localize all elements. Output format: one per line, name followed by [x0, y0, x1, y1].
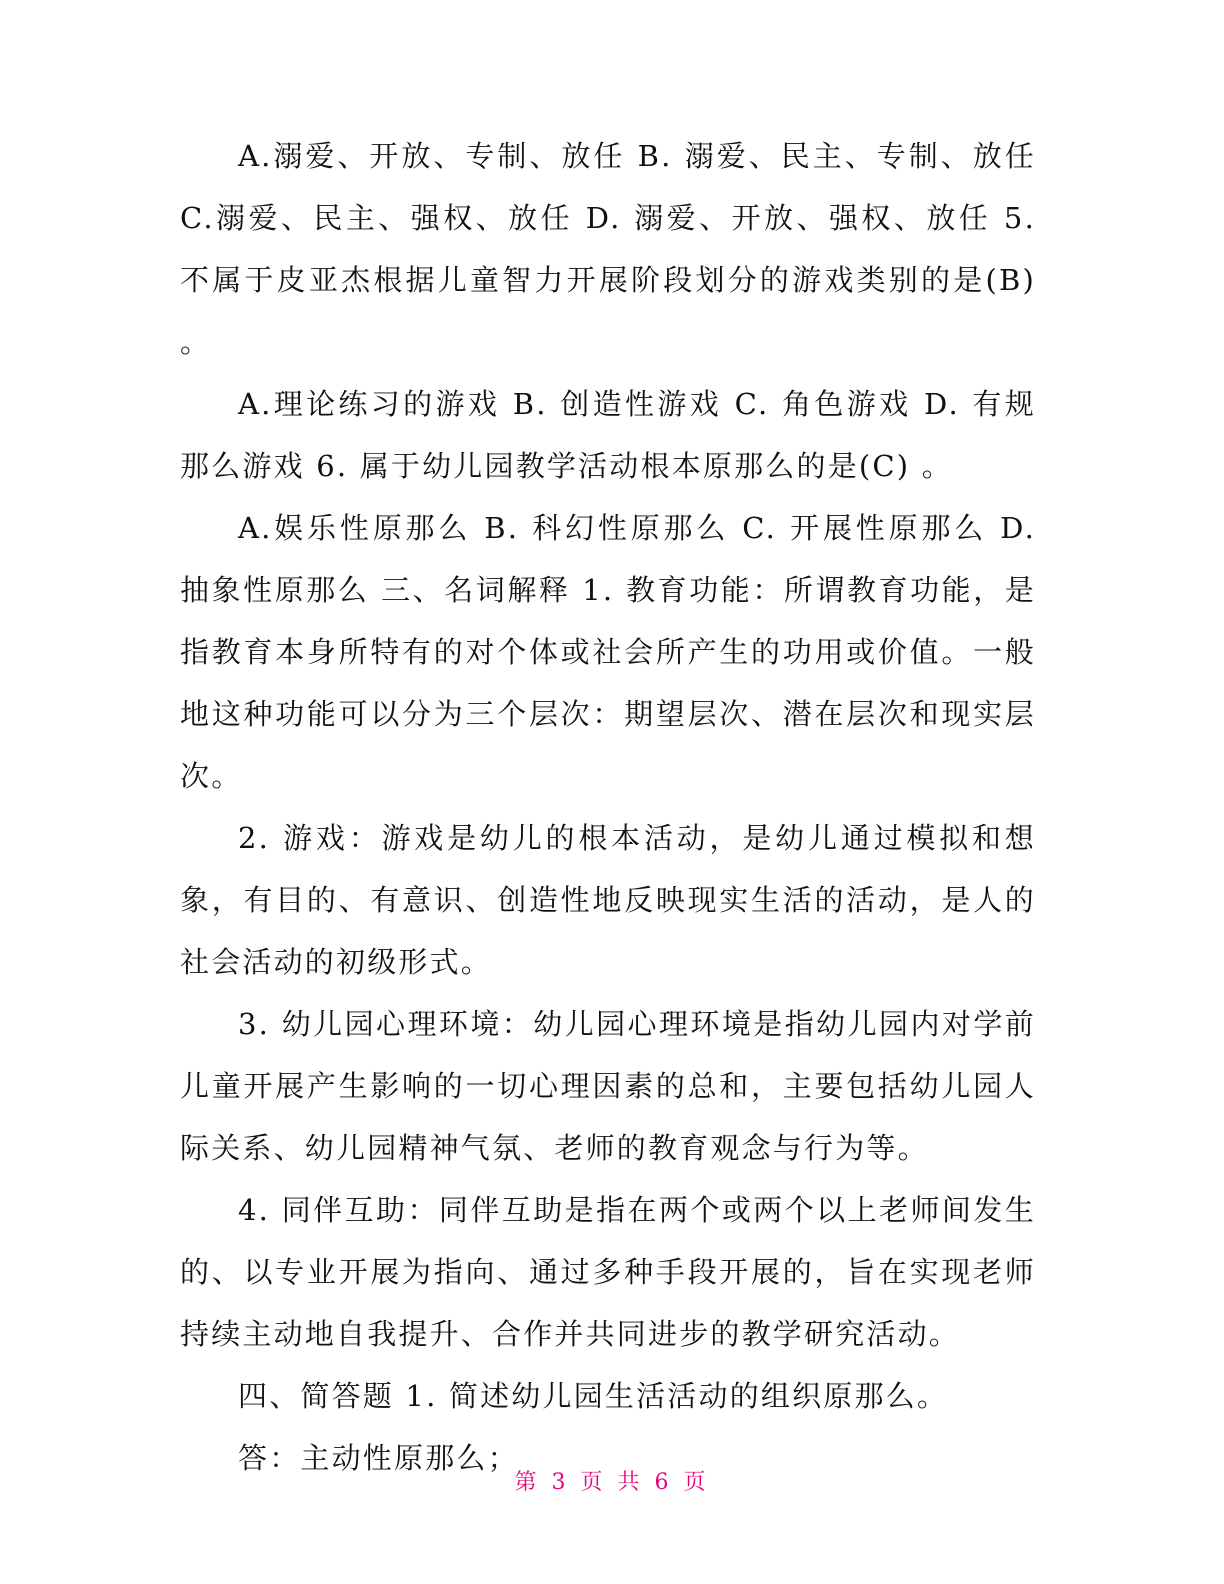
paragraph-options-question-5: A.溺爱、开放、专制、放任 B. 溺爱、民主、专制、放任 C.溺爱、民主、强权、放任 D. 溺爱、开放、强权、放任 5. 不属于皮亚杰根据儿童智力开展阶段划分的游戏类别的是(B) 。 [180, 139, 1036, 359]
paragraph-answer: 答：主动性原那么； [238, 1441, 519, 1475]
paragraph-term-game: 2. 游戏：游戏是幼儿的根本活动，是幼儿通过模拟和想象，有目的、有意识、创造性地反映现实生活的活动，是人的社会活动的初级形式。 [180, 821, 1036, 979]
paragraph-short-answer-question: 四、简答题 1. 简述幼儿园生活活动的组织原那么。 [238, 1379, 949, 1413]
paragraph-term-peer-assistance: 4. 同伴互助：同伴互助是指在两个或两个以上老师间发生的、以专业开展为指向、通过多种手段开展的，旨在实现老师持续主动地自我提升、合作并共同进步的教学研究活动。 [180, 1193, 1036, 1351]
page-number-footer: 第 3 页 共 6 页 [514, 1470, 710, 1495]
document-body [180, 125, 1036, 1489]
paragraph-term-psychological-environment: 3. 幼儿园心理环境：幼儿园心理环境是指幼儿园内对学前儿童开展产生影响的一切心理因素的总和，主要包括幼儿园人际关系、幼儿园精神气氛、老师的教育观念与行为等。 [180, 1007, 1036, 1165]
paragraph-term-education-function: A.娱乐性原那么 B. 科幻性原那么 C. 开展性原那么 D. 抽象性原那么 三、名词解释 1. 教育功能：所谓教育功能，是指教育本身所特有的对个体或社会所产生的功用或价值。一般地这种功能可以分为三个层次：期望层次、潜在层次和现实层次。 [180, 511, 1036, 793]
paragraph-options-question-6: A.理论练习的游戏 B. 创造性游戏 C. 角色游戏 D. 有规那么游戏 6. 属于幼儿园教学活动根本原那么的是(C) 。 [180, 387, 1036, 483]
